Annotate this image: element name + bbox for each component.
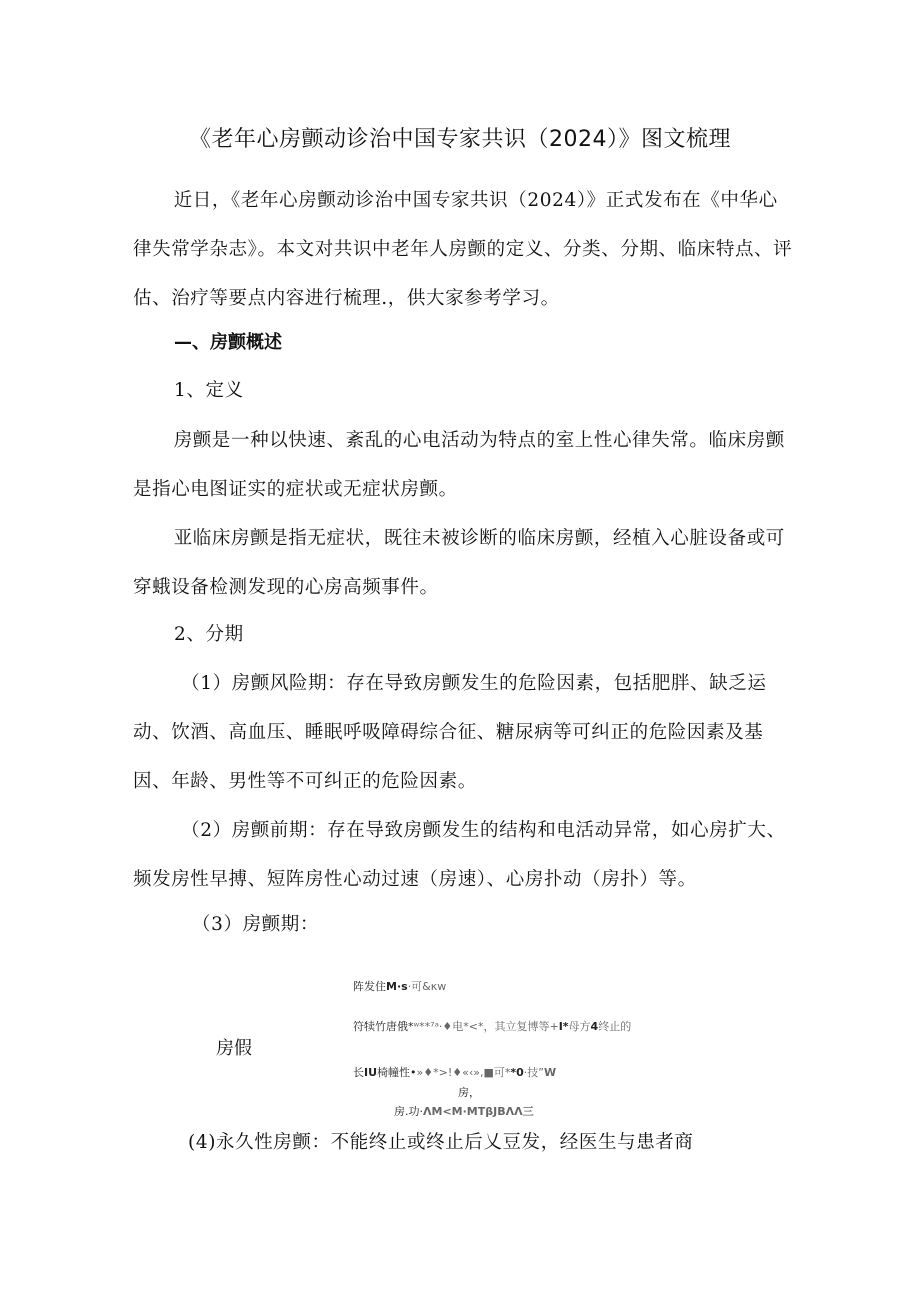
subheading-definition: 1、定义: [174, 380, 244, 401]
figure-row-atrial: 房，: [458, 1086, 480, 1099]
figure-label: 房假: [216, 1038, 252, 1059]
figure-row-long-persistent: 长IU椅幢性•»♦*>!♦«‹»,■可**0·技”W: [353, 1066, 557, 1079]
document-title: 《老年心房颤动诊治中国专家共识（2024）》图文梳理: [189, 127, 731, 152]
stage-2-paragraph: （2）房颤前期：存在导致房颤发生的结构和电活动异常，如心房扩大、频发房性早搏、短阵房性心动过速（房速）、心房扑动（房扑）等。: [133, 820, 786, 890]
stage-1-paragraph: （1）房颤风险期：存在导致房颤发生的危险因素，包括肥胖、缺乏运动、饮酒、高血压、睡眠呼吸障碍综合征、糖尿病等可纠正的危险因素及基因、年龄、男性等不可纠正的危险因素。: [133, 673, 767, 792]
stage-4-paragraph: (4)永久性房颤：不能终止或终止后乂豆发，经医生与患者商: [188, 1132, 694, 1153]
figure-row-persistent: 符犊竹唐俄*ʷ**⁷ᵃ·♦电*<*，其立复博等+I*母方4终止的: [353, 1020, 632, 1033]
intro-paragraph: 近日，《老年心房颤动诊治中国专家共识（2024）》正式发布在《中华心律失常学杂志》。本文对共识中老年人房颤的定义、分类、分期、临床特点、评估、治疗等要点内容进行梳理.，供大家参考学习。: [133, 190, 793, 309]
figure-row-paroxysmal: 阵发住M·s·可&κw: [353, 980, 447, 993]
definition-paragraph-2: 亚临床房颤是指无症状，既往未被诊断的临床房颤，经植入心脏设备或可穿蛾设备检测发现的心房高频事件。: [133, 528, 785, 598]
subheading-staging: 2、分期: [174, 624, 244, 645]
af-classification-figure: [200, 968, 720, 1128]
figure-row-permanent: 房.功·ΛΜ<Μ·ΜΤβJΒΛΛ三: [394, 1105, 534, 1118]
section-heading-overview: —、房颤概述: [174, 332, 282, 353]
definition-paragraph-1: 房颤是一种以快速、紊乱的心电活动为特点的室上性心律失常。临床房颤是指心电图证实的症状或无症状房颤。: [133, 430, 785, 500]
stage-3-heading: （3）房颤期：: [192, 914, 319, 935]
